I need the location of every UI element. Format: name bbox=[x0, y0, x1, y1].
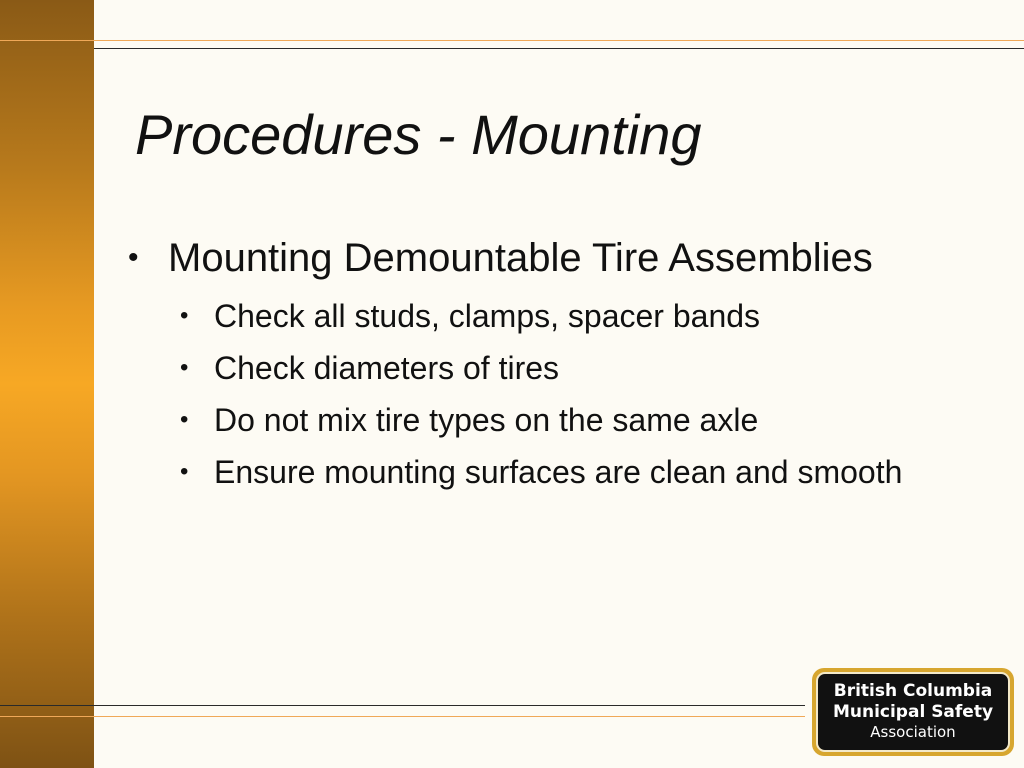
sub-bullet-text: Check all studs, clamps, spacer bands bbox=[214, 298, 761, 334]
bottom-divider-rule bbox=[0, 705, 805, 706]
top-accent-rule bbox=[0, 40, 1024, 41]
sub-bullet-text: Check diameters of tires bbox=[214, 350, 560, 386]
sub-bullet-item bbox=[180, 294, 988, 338]
bullet-glyph: • bbox=[180, 354, 189, 381]
sub-bullet-text: Ensure mounting surfaces are clean and smooth bbox=[214, 454, 903, 490]
bullet-glyph: • bbox=[180, 406, 189, 433]
bottom-accent-rule bbox=[0, 716, 805, 717]
sub-bullet-item bbox=[180, 450, 988, 494]
logo-line-3: Association bbox=[870, 723, 956, 741]
sub-bullet-item bbox=[180, 398, 988, 442]
bcmsa-logo bbox=[812, 668, 1014, 756]
sub-bullet-item bbox=[180, 346, 988, 390]
slide-body bbox=[128, 232, 988, 502]
sub-bullet-list bbox=[180, 294, 988, 494]
logo-line-2: Municipal Safety bbox=[832, 702, 994, 722]
top-divider-rule bbox=[94, 48, 1024, 49]
logo-badge bbox=[816, 672, 1010, 752]
slide-title: Procedures - Mounting bbox=[135, 103, 702, 166]
sub-bullet-text: Do not mix tire types on the same axle bbox=[214, 402, 759, 438]
bullet-glyph: • bbox=[180, 458, 189, 485]
bullet-glyph: • bbox=[180, 302, 189, 329]
bullet-text: Mounting Demountable Tire Assemblies bbox=[168, 236, 873, 280]
side-decor-band bbox=[0, 0, 94, 768]
logo-line-1: British Columbia bbox=[833, 681, 993, 701]
bullet-item bbox=[128, 232, 988, 284]
bullet-glyph: • bbox=[128, 241, 139, 274]
